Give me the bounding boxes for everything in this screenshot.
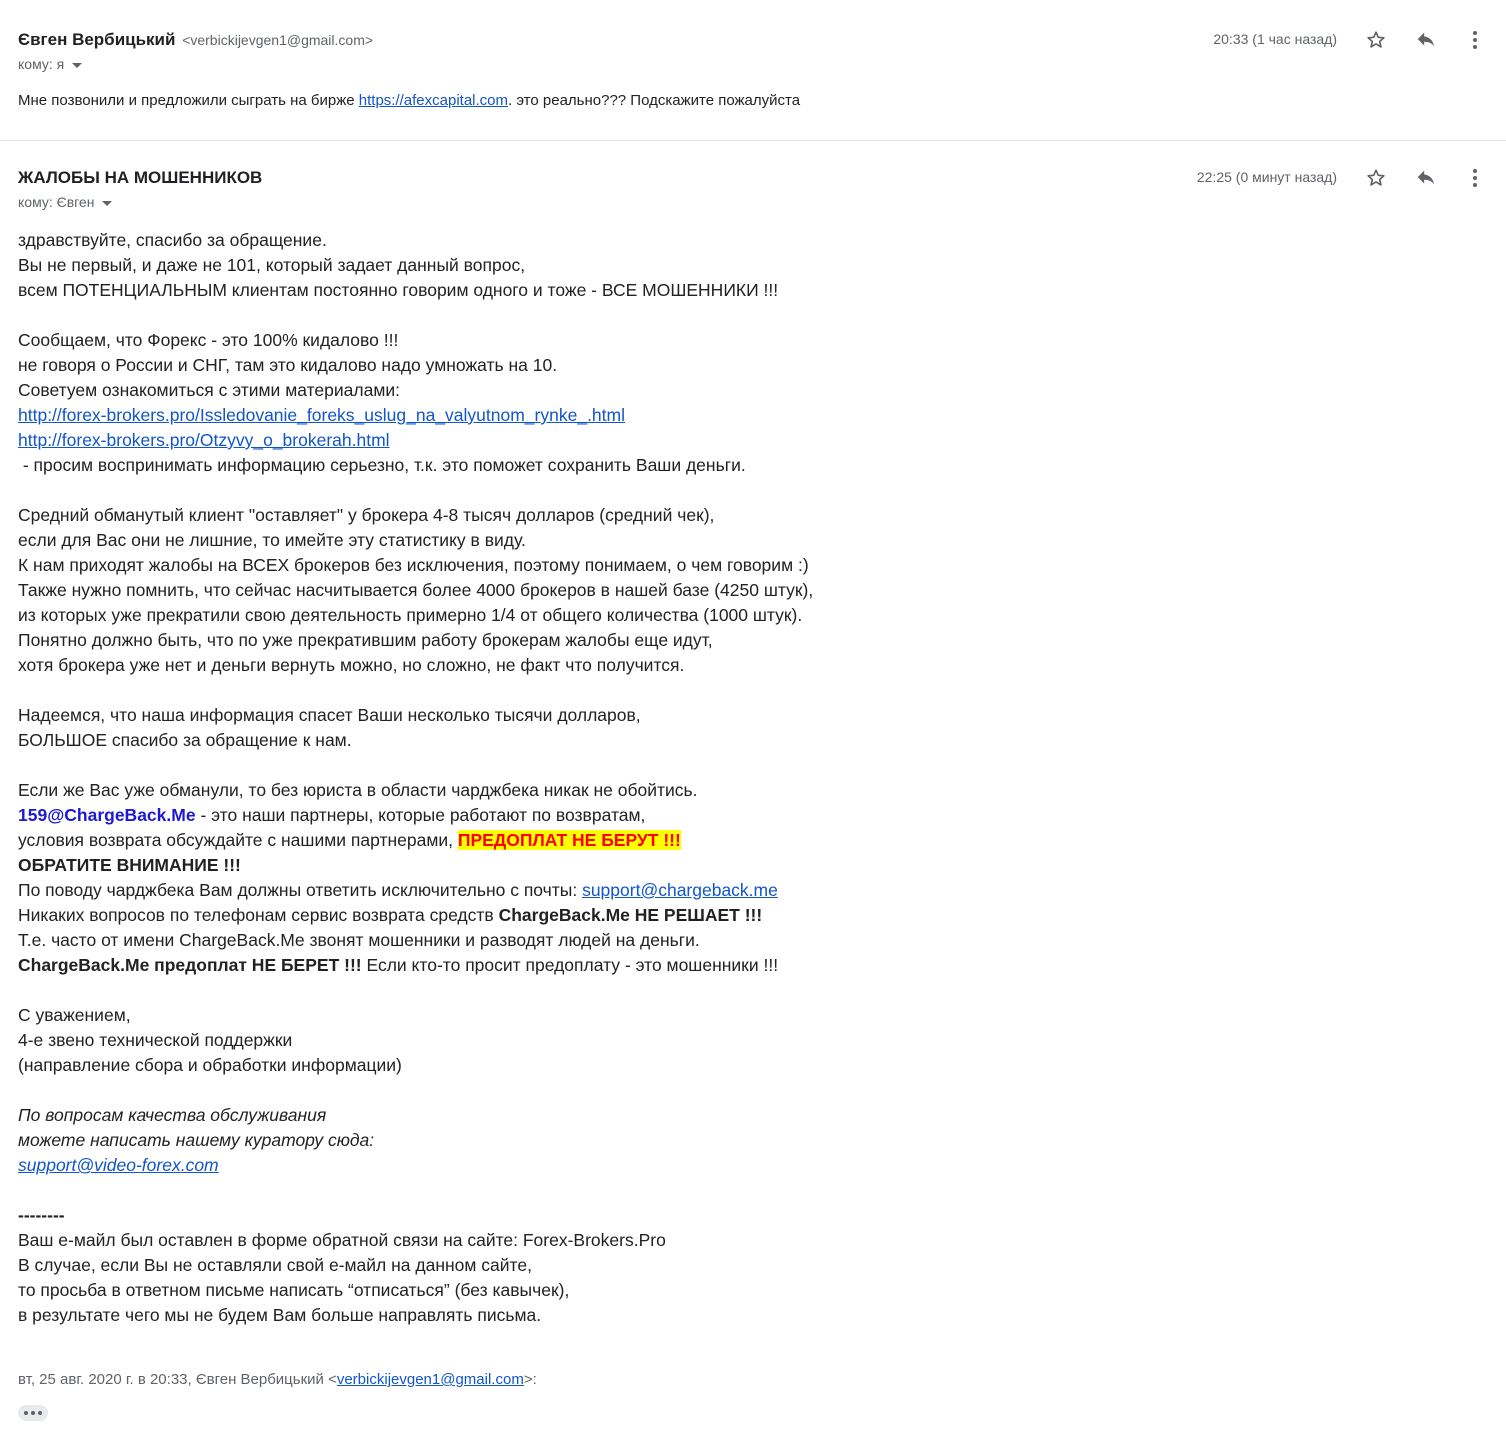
reply-icon	[1414, 167, 1438, 189]
ellipsis-icon	[31, 1411, 35, 1415]
snippet-link[interactable]: https://afexcapital.com	[358, 92, 509, 109]
body-line: Вы не первый, и даже не 101, который задает данный вопрос,	[18, 255, 526, 275]
body-text: - это наши партнеры, которые работают по возвратам,	[195, 805, 646, 825]
message-2	[0, 141, 1506, 1438]
more-options-button[interactable]	[1462, 27, 1488, 53]
chevron-down-icon	[72, 63, 82, 68]
body-line: Советуем ознакомиться с этими материалами:	[18, 380, 400, 400]
recipient-label: кому: Євген	[18, 194, 95, 210]
support-chargeback-link[interactable]: support@chargeback.me	[582, 880, 778, 900]
body-line: Также нужно помнить, что сейчас насчитывается более 4000 брокеров в нашей базе (4250 штук),	[18, 580, 814, 600]
bold-warning: ChargeBack.Me НЕ РЕШАЕТ !!!	[498, 905, 763, 925]
body-line: если для Вас они не лишние, то имейте эту статистику в виду.	[18, 530, 526, 550]
message-time: 20:33 (1 час назад)	[1213, 31, 1337, 47]
body-line: Понятно должно быть, что по уже прекратившим работу брокерам жалобы еще идут,	[18, 630, 713, 650]
body-line: хотя брокера уже нет и деньги вернуть можно, но сложно, не факт что получится.	[18, 655, 685, 675]
show-trimmed-content-button[interactable]	[18, 1405, 48, 1421]
body-line: Ваш е-майл был оставлен в форме обратной связи на сайте: Forex-Brokers.Pro	[18, 1230, 666, 1250]
forex-research-link[interactable]: http://forex-brokers.pro/Issledovanie_foreks_uslug_na_valyutnom_rynke_.html	[18, 405, 625, 425]
snippet-text: Мне позвонили и предложили сыграть на бирже	[18, 92, 359, 109]
body-line: По вопросам качества обслуживания	[18, 1105, 327, 1125]
quoted-message-header	[18, 1371, 537, 1388]
body-line: здравствуйте, спасибо за обращение.	[18, 230, 327, 250]
body-line: то просьба в ответном письме написать “отписаться” (без кавычек),	[18, 1280, 570, 1300]
message-time: 22:25 (0 минут назад)	[1196, 169, 1337, 185]
body-line: БОЛЬШОЕ спасибо за обращение к нам.	[18, 730, 352, 750]
star-icon	[1365, 167, 1387, 189]
body-line: Т.е. часто от имени ChargeBack.Me звонят мошенники и разводят людей на деньги.	[18, 930, 700, 950]
body-line: В случае, если Вы не оставляли свой е-майл на данном сайте,	[18, 1255, 532, 1275]
body-line: не говоря о России и СНГ, там это кидалово надо умножать на 10.	[18, 355, 558, 375]
more-options-button[interactable]	[1462, 165, 1488, 191]
quote-text-end: >:	[523, 1371, 537, 1388]
reply-button[interactable]	[1413, 165, 1439, 191]
body-line: К нам приходят жалобы на ВСЕХ брокеров без исключения, поэтому понимаем, о чем говорим :)	[18, 555, 809, 575]
body-text: условия возврата обсуждайте с нашими партнерами,	[18, 830, 458, 850]
recipient-label: кому: я	[18, 56, 65, 72]
attention-heading: ОБРАТИТЕ ВНИМАНИЕ !!!	[18, 855, 241, 875]
reply-button[interactable]	[1413, 27, 1439, 53]
separator-line: --------	[18, 1205, 65, 1225]
body-line: С уважением,	[18, 1005, 131, 1025]
body-line: - просим воспринимать информацию серьезно, т.к. это поможет сохранить Ваши деньги.	[18, 455, 746, 475]
body-text: Никаких вопросов по телефонам сервис возврата средств	[18, 905, 499, 925]
snippet-text-end: . это реально??? Подскажите пожалуйста	[508, 92, 801, 109]
chevron-down-icon	[102, 201, 112, 206]
reply-icon	[1414, 29, 1438, 51]
body-line: из которых уже прекратили свою деятельность примерно 1/4 от общего количества (1000 штук).	[18, 605, 803, 625]
sender-email: <verbickijevgen1@gmail.com>	[182, 32, 374, 48]
recipient-details-toggle[interactable]	[18, 194, 112, 210]
body-text: По поводу чарджбека Вам должны ответить исключительно с почты:	[18, 880, 583, 900]
quote-email-link[interactable]: verbickijevgen1@gmail.com	[336, 1371, 524, 1388]
sender-name[interactable]: ЖАЛОБЫ НА МОШЕННИКОВ	[18, 168, 263, 187]
body-line: Средний обманутый клиент "оставляет" у брокера 4-8 тысяч долларов (средний чек),	[18, 505, 715, 525]
body-line: можете написать нашему куратору сюда:	[18, 1130, 375, 1150]
star-icon	[1365, 29, 1387, 51]
ellipsis-icon	[24, 1411, 28, 1415]
sender-header	[18, 30, 373, 50]
ellipsis-icon	[38, 1411, 42, 1415]
body-line: всем ПОТЕНЦИАЛЬНЫМ клиентам постоянно говорим одного и тоже - ВСЕ МОШЕННИКИ !!!	[18, 280, 779, 300]
sender-name[interactable]: Євген Вербицький	[18, 30, 176, 49]
message-snippet	[18, 92, 800, 109]
star-button[interactable]	[1363, 165, 1389, 191]
message-1	[0, 0, 1506, 141]
recipient-details-toggle[interactable]	[18, 56, 82, 72]
more-vertical-icon	[1472, 168, 1478, 188]
body-text: Если кто-то просит предоплату - это мошенники !!!	[361, 955, 779, 975]
body-line: Если же Вас уже обманули, то без юриста в области чарджбека никак не обойтись.	[18, 780, 698, 800]
body-line: (направление сбора и обработки информации)	[18, 1055, 402, 1075]
curator-email-link[interactable]: support@video-forex.com	[18, 1155, 219, 1175]
body-line: Надеемся, что наша информация спасет Ваши несколько тысячи долларов,	[18, 705, 641, 725]
broker-reviews-link[interactable]: http://forex-brokers.pro/Otzyvy_o_brokerah.html	[18, 430, 390, 450]
body-line: в результате чего мы не будем Вам больше направлять письма.	[18, 1305, 542, 1325]
body-line: Сообщаем, что Форекс - это 100% кидалово !!!	[18, 330, 399, 350]
chargeback-partner-email: 159@ChargeBack.Me	[18, 805, 196, 825]
message-body	[18, 228, 813, 1328]
body-line: 4-е звено технической поддержки	[18, 1030, 293, 1050]
star-button[interactable]	[1363, 27, 1389, 53]
bold-warning: ChargeBack.Me предоплат НЕ БЕРЕТ !!!	[18, 955, 362, 975]
quote-text: вт, 25 авг. 2020 г. в 20:33, Євген Вербицький <	[18, 1371, 337, 1388]
highlighted-warning: ПРЕДОПЛАТ НЕ БЕРУТ !!!	[457, 830, 681, 850]
more-vertical-icon	[1472, 30, 1478, 50]
